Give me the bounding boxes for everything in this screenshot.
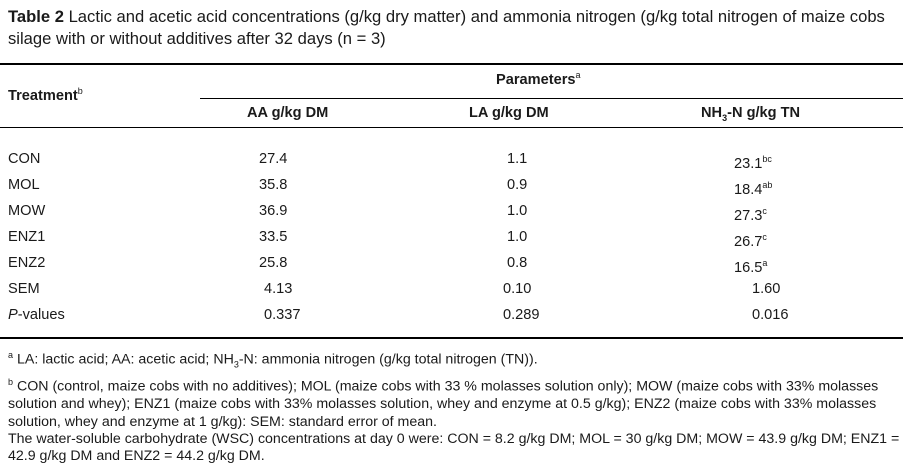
treatment-header [8, 86, 83, 104]
nh3-cell [734, 254, 767, 277]
aa-cell: 27.4 [259, 151, 288, 167]
nh3-cell [752, 306, 789, 324]
la-cell: 0.9 [507, 177, 528, 193]
header-rule [0, 127, 903, 128]
parameters-rule [200, 98, 903, 99]
aa-cell: 33.5 [259, 229, 288, 245]
column-header-aa: AA g/kg DM [247, 105, 329, 121]
nh3-cell [734, 228, 767, 251]
nh3-value: 27.3 [734, 207, 763, 224]
treatment-cell: SEM [8, 281, 40, 297]
treatment-cell [8, 306, 65, 324]
aa-cell: 4.13 [264, 281, 293, 297]
nh3-sup: ab [762, 180, 773, 190]
nh3-sub: 3 [722, 112, 728, 123]
table-footnotes [8, 347, 900, 466]
nh3-value: 18.4 [734, 181, 763, 198]
la-cell: 1.1 [507, 151, 528, 167]
table-title: Lactic and acetic acid concentrations (g/kg dry matter) and ammonia nitrogen (g/kg total nitrogen of maize cobs silage with or without additives after 32 days (n = 3) [8, 7, 885, 48]
footnote-a-text-1: LA: lactic acid; AA: acetic acid; NH [16, 351, 234, 368]
table-caption [8, 6, 898, 50]
treatment-header-sup: b [77, 86, 83, 96]
treatment-header-label: Treatment [8, 87, 78, 104]
la-cell: 0.10 [503, 281, 532, 297]
footnote-b [8, 374, 900, 431]
footnote-a-marker: a [8, 350, 14, 360]
nh3-cell [752, 280, 780, 298]
la-cell: 1.0 [507, 229, 528, 245]
footnote-a [8, 347, 900, 374]
la-cell: 0.289 [503, 307, 540, 323]
footnote-b-text: CON (control, maize cobs with no additives); MOL (maize cobs with 33 % molasses solution only); MOW (maize cobs with 33% molasses solution and whey); ENZ1 (maize cobs with 33% molasses solution, whey and enzyme at 0.5 g/kg); ENZ2 (maize cobs with 33% molasses solution, whey and enzyme at 1 g/kg): SEM: standard error of mean. [8, 378, 879, 430]
footnote-a-text-2: -N: ammonia nitrogen (g/kg total nitrogen (TN)). [238, 351, 538, 368]
la-cell: 1.0 [507, 203, 528, 219]
aa-cell: 36.9 [259, 203, 288, 219]
aa-cell: 0.337 [264, 307, 301, 323]
bottom-rule [0, 337, 903, 339]
nh3-value: 26.7 [734, 233, 763, 250]
parameters-header [496, 70, 581, 88]
footnote-a-sub: 3 [233, 359, 239, 370]
nh3-cell [734, 202, 767, 225]
nh3-prefix: NH [701, 105, 723, 121]
nh3-sup: c [762, 206, 767, 216]
nh3-sup: bc [762, 154, 772, 164]
parameters-header-sup: a [575, 70, 581, 80]
aa-cell: 35.8 [259, 177, 288, 193]
nh3-value: 16.5 [734, 259, 763, 276]
treatment-cell: ENZ1 [8, 229, 46, 245]
treatment-suffix: -values [17, 307, 65, 323]
la-cell: 0.8 [507, 255, 528, 271]
aa-cell: 25.8 [259, 255, 288, 271]
treatment-cell: MOL [8, 177, 40, 193]
footnote-b-marker: b [8, 376, 14, 387]
nh3-value: 23.1 [734, 155, 763, 172]
table-label: Table 2 [8, 7, 64, 26]
footnote-wsc: The water-soluble carbohydrate (WSC) concentrations at day 0 were: CON = 8.2 g/kg DM; MOL = 30 g/kg DM; MOW = 43.9 g/kg DM; ENZ1 = 42.9 g/kg DM and ENZ2 = 44.2 g/kg DM. [8, 430, 900, 465]
nh3-value: 0.016 [752, 307, 789, 323]
nh3-suffix: -N g/kg TN [727, 105, 801, 121]
treatment-cell: CON [8, 151, 41, 167]
nh3-cell [734, 176, 772, 199]
nh3-cell [734, 150, 772, 173]
nh3-value: 1.60 [752, 281, 781, 297]
column-header-nh3 [701, 105, 800, 123]
top-rule [0, 63, 903, 65]
nh3-sup: a [762, 258, 768, 268]
treatment-cell: ENZ2 [8, 255, 46, 271]
nh3-sup: c [762, 232, 767, 242]
parameters-header-label: Parameters [496, 71, 576, 88]
column-header-la: LA g/kg DM [469, 105, 549, 121]
treatment-cell: MOW [8, 203, 46, 219]
p-italic: P [8, 307, 18, 323]
